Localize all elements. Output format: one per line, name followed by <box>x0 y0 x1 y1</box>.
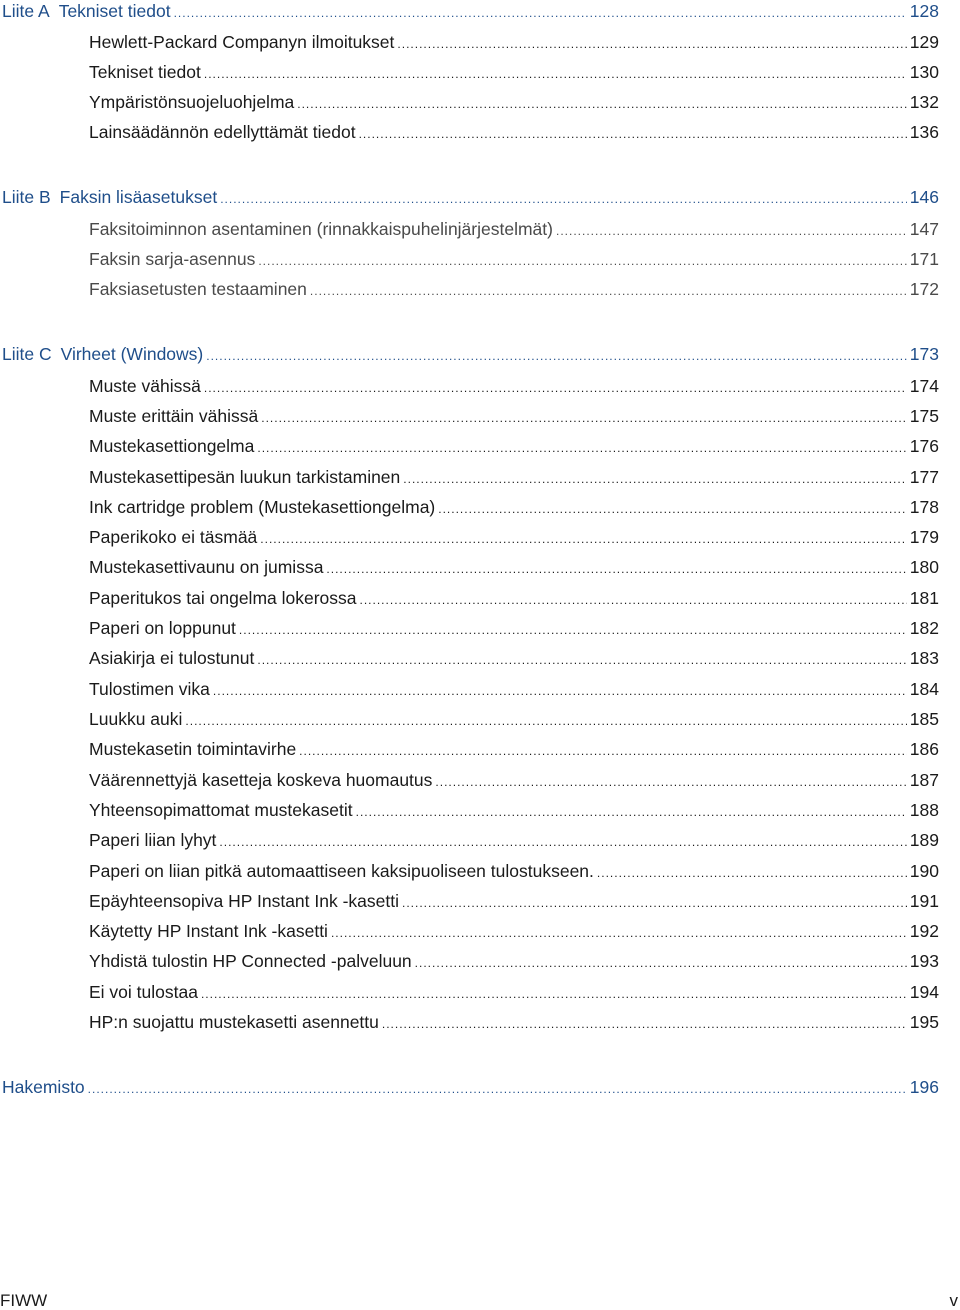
entry-title: Muste vähissä <box>89 376 201 396</box>
page-footer <box>0 1292 960 1309</box>
entry-title: Hewlett-Packard Companyn ilmoitukset <box>89 32 395 52</box>
entry-title: Ympäristönsuojeluohjelma <box>89 92 295 112</box>
page-number: 192 <box>909 921 939 941</box>
toc-index[interactable] <box>2 1076 939 1100</box>
dot-leader <box>299 740 907 762</box>
toc-entry[interactable] <box>89 860 939 884</box>
toc-chapter-liite-b[interactable] <box>2 186 939 210</box>
dot-leader <box>415 952 907 974</box>
entry-title: Yhdistä tulostin HP Connected -palveluun <box>89 951 412 971</box>
page-number: 196 <box>909 1077 939 1097</box>
toc-entry[interactable] <box>89 405 939 429</box>
page-number: 172 <box>909 279 939 299</box>
dot-leader <box>402 892 907 914</box>
entry-title: Paperikoko ei täsmää <box>89 527 258 547</box>
entry-title: Faksitoiminnon asentaminen (rinnakkaispuhelinjärjestelmät) <box>89 219 553 239</box>
entry-title: Mustekasetin toimintavirhe <box>89 739 297 759</box>
toc-entry[interactable] <box>89 375 939 399</box>
dot-leader <box>359 123 907 145</box>
entry-title: Faksiasetusten testaaminen <box>89 279 307 299</box>
toc-entry[interactable] <box>89 91 939 115</box>
page-number: 191 <box>909 891 939 911</box>
dot-leader <box>257 649 906 671</box>
page-number: 132 <box>909 92 939 112</box>
page-number: 129 <box>909 32 939 52</box>
toc-entry[interactable] <box>89 678 939 702</box>
page-number: 173 <box>909 344 939 364</box>
dot-leader <box>88 1078 907 1100</box>
dot-leader <box>206 345 907 367</box>
page-number: 147 <box>909 219 939 239</box>
entry-title: Paperitukos tai ongelma lokerossa <box>89 588 357 608</box>
dot-leader <box>403 468 907 490</box>
dot-leader <box>257 437 906 459</box>
page-number: 194 <box>909 982 939 1002</box>
dot-leader <box>204 377 907 399</box>
dot-leader <box>356 801 907 823</box>
toc-entry[interactable] <box>89 950 939 974</box>
entry-title: Ink cartridge problem (Mustekasettiongelma) <box>89 497 436 517</box>
toc-entry[interactable] <box>89 617 939 641</box>
dot-leader <box>360 589 907 611</box>
page-number: 189 <box>909 830 939 850</box>
entry-title: Muste erittäin vähissä <box>89 406 259 426</box>
page-number: 130 <box>909 62 939 82</box>
toc-entry[interactable] <box>89 920 939 944</box>
dot-leader <box>239 619 907 641</box>
chapter-title: Liite C Virheet (Windows) <box>2 344 204 364</box>
dot-leader <box>258 250 906 272</box>
page-number: 188 <box>909 800 939 820</box>
entry-title: Paperi liian lyhyt <box>89 830 217 850</box>
toc-entry[interactable] <box>89 738 939 762</box>
dot-leader <box>204 63 907 85</box>
dot-leader <box>326 558 906 580</box>
dot-leader <box>213 680 907 702</box>
toc-entry[interactable] <box>89 248 939 272</box>
page-number: 180 <box>909 557 939 577</box>
toc-entry[interactable] <box>89 466 939 490</box>
toc-entry[interactable] <box>89 708 939 732</box>
entry-title: Ei voi tulostaa <box>89 982 198 1002</box>
page-number: 178 <box>909 497 939 517</box>
entry-title: Epäyhteensopiva HP Instant Ink -kasetti <box>89 891 399 911</box>
toc-chapter-liite-a[interactable] <box>2 0 939 24</box>
toc-entry[interactable] <box>89 556 939 580</box>
page-number: 193 <box>909 951 939 971</box>
page-number: 187 <box>909 770 939 790</box>
dot-leader <box>331 922 907 944</box>
page-number: 175 <box>909 406 939 426</box>
toc-entry[interactable] <box>89 278 939 302</box>
entry-title: Mustekasettipesän luukun tarkistaminen <box>89 467 401 487</box>
page-number: 183 <box>909 648 939 668</box>
dot-leader <box>174 2 907 24</box>
entry-title: Mustekasettivaunu on jumissa <box>89 557 324 577</box>
dot-leader <box>310 280 907 302</box>
chapter-title: Liite B Faksin lisäasetukset <box>2 187 218 207</box>
entry-title: Paperi on liian pitkä automaattiseen kaksipuoliseen tulostukseen. <box>89 861 594 881</box>
toc-entry[interactable] <box>89 526 939 550</box>
footer-edition-code: FIWW <box>0 1291 48 1310</box>
dot-leader <box>297 93 907 115</box>
entry-title: Paperi on loppunut <box>89 618 236 638</box>
toc-entry[interactable] <box>89 647 939 671</box>
entry-title: Lainsäädännön edellyttämät tiedot <box>89 122 356 142</box>
chapter-title: Liite A Tekniset tiedot <box>2 1 171 21</box>
dot-leader <box>435 771 906 793</box>
page-number: 185 <box>909 709 939 729</box>
page-number: 190 <box>909 861 939 881</box>
entry-title: Käytetty HP Instant Ink -kasetti <box>89 921 328 941</box>
entry-title: Väärennettyjä kasetteja koskeva huomautus <box>89 770 433 790</box>
toc-entry[interactable] <box>89 890 939 914</box>
entry-title: Luukku auki <box>89 709 183 729</box>
entry-title: Tekniset tiedot <box>89 62 201 82</box>
toc-entry[interactable] <box>89 496 939 520</box>
entry-title: Mustekasettiongelma <box>89 436 255 456</box>
toc-entry[interactable] <box>89 799 939 823</box>
toc-entry[interactable] <box>89 981 939 1005</box>
toc-entry[interactable] <box>89 121 939 145</box>
page-number: 182 <box>909 618 939 638</box>
dot-leader <box>220 188 907 210</box>
dot-leader <box>261 407 907 429</box>
dot-leader <box>219 831 906 853</box>
entry-title: Faksin sarja-asennus <box>89 249 256 269</box>
toc-entry[interactable] <box>89 1011 939 1035</box>
toc-entry[interactable] <box>89 435 939 459</box>
page-number: 171 <box>909 249 939 269</box>
page-number: 195 <box>909 1012 939 1032</box>
page-number: 136 <box>909 122 939 142</box>
page-number: 128 <box>909 1 939 21</box>
dot-leader <box>556 220 907 242</box>
dot-leader <box>260 528 907 550</box>
index-title: Hakemisto <box>2 1077 85 1097</box>
dot-leader <box>201 983 907 1005</box>
dot-leader <box>438 498 907 520</box>
entry-title: Asiakirja ei tulostunut <box>89 648 255 668</box>
toc-entry[interactable] <box>89 31 939 55</box>
entry-title: Yhteensopimattomat mustekasetit <box>89 800 353 820</box>
page-number: 146 <box>909 187 939 207</box>
toc-entry[interactable] <box>89 829 939 853</box>
dot-leader <box>597 862 907 884</box>
toc-entry[interactable] <box>89 61 939 85</box>
dot-leader <box>382 1013 907 1035</box>
toc-entry[interactable] <box>89 769 939 793</box>
page-number: 184 <box>909 679 939 699</box>
page-number: 179 <box>909 527 939 547</box>
page-number: 186 <box>909 739 939 759</box>
entry-title: Tulostimen vika <box>89 679 210 699</box>
dot-leader <box>397 33 906 55</box>
entry-title: HP:n suojattu mustekasetti asennettu <box>89 1012 379 1032</box>
page-number: 181 <box>909 588 939 608</box>
page-number: 177 <box>909 467 939 487</box>
page-number: 176 <box>909 436 939 456</box>
toc-entry[interactable] <box>89 218 939 242</box>
toc-chapter-liite-c[interactable] <box>2 343 939 367</box>
page-number: 174 <box>909 376 939 396</box>
toc-entry[interactable] <box>89 587 939 611</box>
footer-page-number: v <box>949 1291 958 1310</box>
dot-leader <box>185 710 906 732</box>
